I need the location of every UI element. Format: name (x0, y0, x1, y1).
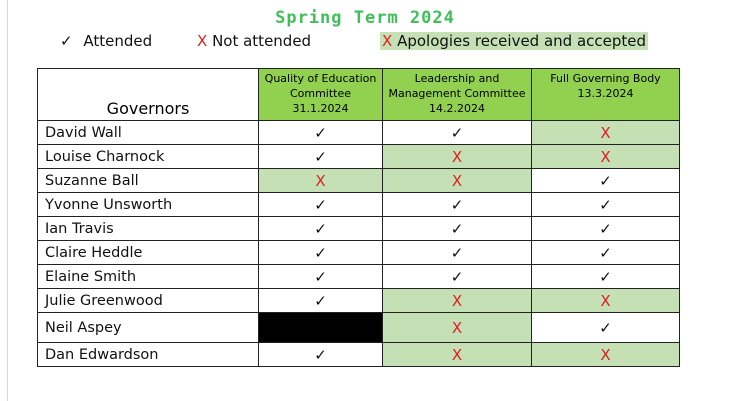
column-header-date: 14.2.2024 (429, 102, 485, 115)
check-icon: ✓ (60, 32, 73, 50)
check-icon: ✓ (450, 267, 464, 286)
attendance-cell (383, 217, 532, 241)
table-row (38, 289, 680, 313)
table-row (38, 193, 680, 217)
column-header-leadership-management (383, 69, 532, 121)
table-row (38, 313, 680, 343)
governor-name: Ian Travis (38, 217, 259, 241)
attendance-table (37, 68, 680, 367)
attendance-cell (383, 121, 532, 145)
attendance-cell (383, 241, 532, 265)
table-row (38, 343, 680, 367)
attendance-cell (532, 265, 680, 289)
cross-icon: X (315, 171, 326, 190)
attendance-cell (532, 313, 680, 343)
column-header-line: Committee (289, 87, 352, 100)
legend-apologies (380, 31, 648, 51)
column-header-quality-of-education (259, 69, 383, 121)
attendance-cell (259, 265, 383, 289)
check-icon: ✓ (450, 123, 464, 142)
legend-attended (60, 31, 152, 51)
check-icon: ✓ (599, 318, 612, 337)
check-icon: ✓ (314, 195, 327, 214)
attendance-cell (259, 241, 383, 265)
governor-name: David Wall (38, 121, 259, 145)
check-icon: ✓ (450, 243, 464, 262)
cross-icon: X (197, 32, 208, 50)
attendance-cell (532, 289, 680, 313)
legend-not-attended-label: Not attended (212, 32, 312, 50)
table-row (38, 265, 680, 289)
attendance-cell (383, 145, 532, 169)
column-header-line: Quality of Education (264, 72, 377, 85)
table-row (38, 145, 680, 169)
legend-apologies-label: Apologies received and accepted (397, 32, 647, 50)
check-icon: ✓ (599, 171, 612, 190)
attendance-cell (383, 343, 532, 367)
legend-attended-label: Attended (83, 32, 153, 50)
check-icon: ✓ (450, 219, 464, 238)
attendance-cell (383, 193, 532, 217)
column-header-full-governing-body (532, 69, 680, 121)
attendance-cell (532, 121, 680, 145)
column-header-line: Full Governing Body (550, 72, 661, 85)
cross-icon: X (600, 345, 611, 364)
cross-icon: X (451, 318, 463, 337)
attendance-cell (532, 343, 680, 367)
table-row (38, 241, 680, 265)
cross-icon: X (600, 123, 611, 142)
cross-icon: X (600, 147, 611, 166)
check-icon: ✓ (599, 243, 612, 262)
attendance-cell (532, 217, 680, 241)
attendance-cell (383, 313, 532, 343)
check-icon: ✓ (314, 267, 327, 286)
check-icon: ✓ (450, 195, 464, 214)
governor-name: Elaine Smith (38, 265, 259, 289)
governor-name: Yvonne Unsworth (38, 193, 259, 217)
attendance-cell (259, 193, 383, 217)
attendance-cell (532, 193, 680, 217)
governor-name: Julie Greenwood (38, 289, 259, 313)
check-icon: ✓ (599, 219, 612, 238)
attendance-cell (383, 289, 532, 313)
attendance-cell (259, 343, 383, 367)
check-icon: ✓ (314, 219, 327, 238)
attendance-cell (259, 169, 383, 193)
cross-icon: X (451, 345, 463, 364)
attendance-cell (383, 169, 532, 193)
governor-name: Claire Heddle (38, 241, 259, 265)
page-left-border (7, 0, 8, 401)
governor-name: Louise Charnock (38, 145, 259, 169)
column-header-line: Management Committee (388, 87, 526, 100)
attendance-cell (259, 121, 383, 145)
page-title: Spring Term 2024 (275, 8, 455, 28)
governor-name: Neil Aspey (38, 313, 259, 343)
governor-name: Suzanne Ball (38, 169, 259, 193)
column-header-line: Leadership and (414, 72, 500, 85)
check-icon: ✓ (314, 243, 327, 262)
table-row (38, 121, 680, 145)
column-header-date: 13.3.2024 (577, 87, 634, 100)
attendance-cell (383, 265, 532, 289)
governor-name: Dan Edwardson (38, 343, 259, 367)
attendance-cell (532, 169, 680, 193)
attendance-cell (259, 145, 383, 169)
attendance-cell (532, 241, 680, 265)
check-icon: ✓ (314, 291, 327, 310)
table-row (38, 169, 680, 193)
attendance-cell (259, 217, 383, 241)
check-icon: ✓ (314, 345, 327, 364)
check-icon: ✓ (599, 267, 612, 286)
column-header-date: 31.1.2024 (292, 102, 349, 115)
cross-icon: X (600, 291, 611, 310)
cross-icon: X (451, 291, 463, 310)
check-icon: ✓ (314, 123, 327, 142)
cross-icon: X (382, 32, 393, 50)
check-icon: ✓ (599, 195, 612, 214)
legend-not-attended (197, 31, 311, 51)
governors-header: Governors (38, 69, 259, 121)
attendance-cell (532, 145, 680, 169)
cross-icon: X (451, 171, 463, 190)
attendance-cell (259, 289, 383, 313)
cross-icon: X (451, 147, 463, 166)
redacted-cell (259, 313, 383, 343)
check-icon: ✓ (314, 147, 327, 166)
table-row (38, 217, 680, 241)
